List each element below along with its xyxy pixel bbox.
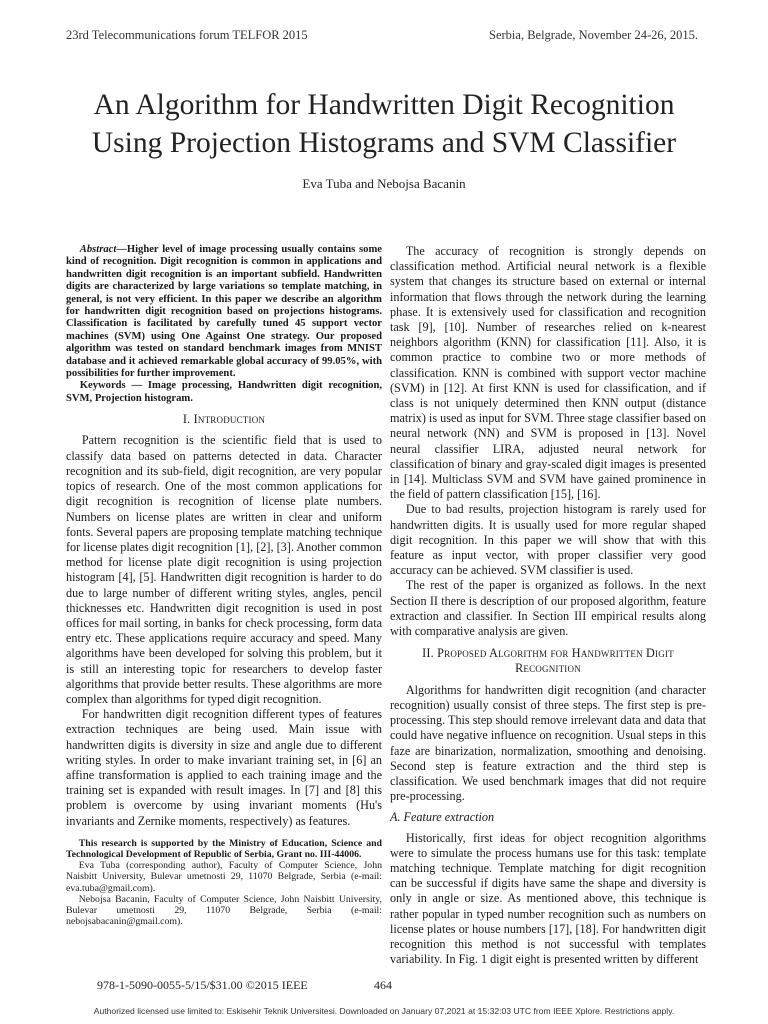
paragraph: For handwritten digit recognition different types of features extraction techniques are being used. Main issue with handwritten digits is diversity in size and angle due to different writing styles. In order to make invariant training set, in [6] an affine transformation is applied to each training image and the training set is expanded with result images. In [7] and [8] this problem is overcome by using invariant moments (Hu's invariants and Zernike moments, respectively) as features.: [66, 707, 382, 828]
abstract-lead: Abstract: [79, 244, 117, 255]
author-affiliation-1: Eva Tuba (corresponding author), Faculty of Computer Science, John Naisbitt University, Bulevar umetnosti 29, 11070 Belgrade, Serbia (e-mail: eva.tuba@gmail.com).: [66, 860, 382, 894]
paragraph: Pattern recognition is the scientific field that is used to classify data based on patterns detected in data. Character recognition and its sub-field, digit recognition, are very popular topics of research. One of the most common applications for digit recognition is recognition of license plate numbers. Numbers on license plates are written in clear and uniform fonts. Several papers are proposing template matching technique for license plates digit recognition [1], [2], [3]. Another common method for license plate digit recognition is using projection histogram [4], [5]. Handwritten digit recognition is harder to do due to large number of different writing styles, angles, pencil thicknesses etc. Handwritten digit recognition is used in post offices for mail sorting, in banks for check processing, form data entry etc. These applications require accuracy and speed. Many algorithms have been developed for solving this problem, but it is still an interesting topic for researchers to develop faster algorithms that provide better results. These algorithms are more complex than algorithms for typed digit recognition.: [66, 433, 382, 706]
paragraph: Historically, first ideas for object recognition algorithms were to simulate the process humans use for this task: template matching technique. Template matching for digit recognition can be successful if digits have same the shape and diversity is only in angle or size. As mentioned above, this technique is rather popular in typed number recognition such as numbers on license plates or house numbers [17], [18]. For handwritten digit recognition this method is not successful with templates variability. In Fig. 1 digit eight is presented written by different: [390, 830, 706, 967]
license-notice: Authorized licensed use limited to: Eskisehir Teknik Universitesi. Downloaded on January 07,2021 at 15:32:03 UTC from IEEE Xplore. Restrictions apply.: [93, 1006, 675, 1016]
right-column: [390, 244, 706, 967]
page-number: 464: [374, 978, 392, 992]
title-line-1: An Algorithm for Handwritten Digit Recognition: [93, 89, 675, 121]
isbn-copyright: 978-1-5090-0055-5/15/$31.00 ©2015 IEEE: [97, 978, 308, 992]
keywords: Keywords — Image processing, Handwritten digit recognition, SVM, Projection histogram.: [66, 380, 382, 404]
paragraph: Due to bad results, projection histogram is rarely used for handwritten digits. It is usually used for more regular shaped digit recognition. In this paper we will show that with this feature as input vector, with proper classifier very good accuracy can be achieved. SVM classifier is used.: [390, 502, 706, 578]
funding-note: This research is supported by the Ministry of Education, Science and Technological Development of Republic of Serbia, Grant no. III-44006.: [66, 837, 382, 860]
author-list: Eva Tuba and Nebojsa Bacanin: [302, 176, 466, 191]
paper-title: [40, 86, 728, 162]
section-heading-proposed-algorithm: II. Proposed Algorithm for Handwritten Digit Recognition: [422, 646, 674, 676]
subsection-heading-feature-extraction: A. Feature extraction: [390, 810, 495, 825]
title-line-2: Using Projection Histograms and SVM Classifier: [91, 127, 677, 159]
abstract-text: —Higher level of image processing usually contains some kind of recognition. Digit recognition is common in applications and handwritten digit recognition is an important subfield. Handwritten digits are characterized by large variations so template matching, in general, is not very efficient. In this paper we describe an algorithm for handwritten digit recognition based on projections histograms. Classification is facilitated by carefully tuned 45 support vector machines (SVM) using One Against One strategy. Our proposed algorithm was tested on standard benchmark images from MNIST database and it achieved remarkable global accuracy of 99.05%, with possibilities for further improvement.: [66, 244, 382, 380]
paragraph: The accuracy of recognition is strongly depends on classification method. Artificial neural network is a flexible system that changes its structure based on external or internal information that flows through the network during the learning phase. It is extensively used for classification and recognition task [9], [10]. Number of researches relied on k-nearest neighbors algorithm (KNN) for classification [11]. Also, it is common practice to combine two or more methods of classification. KNN is combined with support vector machine (SVM) in [12]. At first KNN is used for classification, and if class is not uniquely determined then KNN output (distance matrix) is used as input for SVM. Three stage classifier based on neural network (NN) and SVM is proposed in [13]. Novel neural classifier LIRA, adjusted neural network for classification of binary and gray-scaled digit images is presented in [14]. Multiclass SVM and SVM have gained prominence in the field of pattern classification [15], [16].: [390, 244, 706, 502]
paragraph: Algorithms for handwritten digit recognition (and character recognition) usually consist of three steps. The first step is pre-processing. This step should remove irrelevant data and data that could have negative influence on recognition. Usual steps in this faze are binarization, normalization, smoothing and denoising. Second step is feature extraction and the third step is classification. We used benchmark images that did not require pre-processing.: [390, 682, 706, 804]
section-heading-introduction: I. Introduction: [182, 412, 266, 427]
abstract: [66, 244, 382, 380]
left-column: [66, 244, 382, 927]
footnote: [66, 838, 382, 928]
author-affiliation-2: Nebojsa Bacanin, Faculty of Computer Science, John Naisbitt University, Bulevar umetnosti 29, 11070 Belgrade, Serbia (e-mail: nebojsabacanin@gmail.com).: [66, 893, 382, 928]
running-header-right: Serbia, Belgrade, November 24-26, 2015.: [489, 28, 698, 42]
running-header-left: 23rd Telecommunications forum TELFOR 2015: [66, 28, 308, 42]
paragraph: The rest of the paper is organized as follows. In the next Section II there is description of our proposed algorithm, feature extraction and classifier. In Section III empirical results along with comparative analysis are given.: [390, 578, 706, 639]
